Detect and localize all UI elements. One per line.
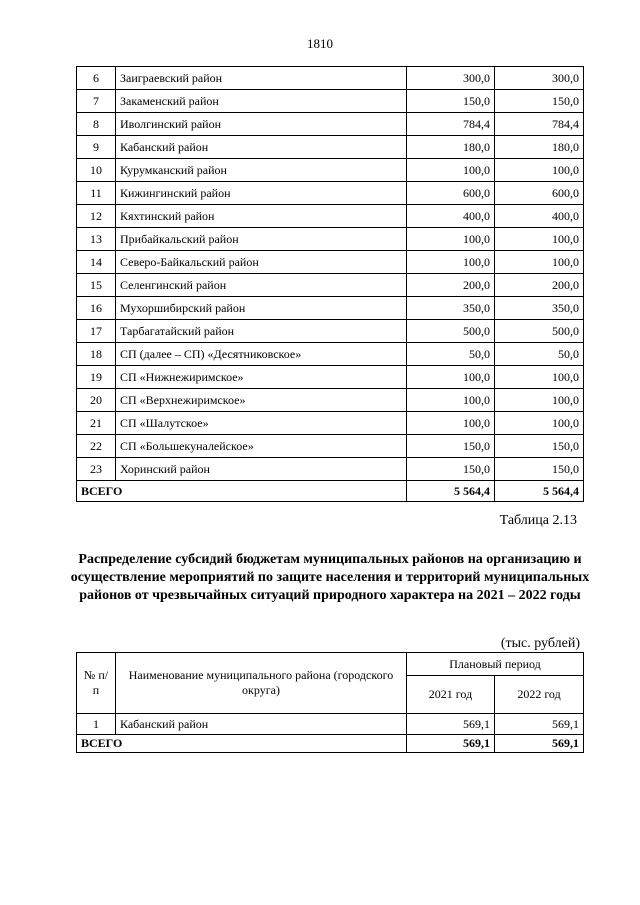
header-period: Плановый период bbox=[407, 653, 584, 676]
district-name: СП «Большекуналейское» bbox=[116, 435, 407, 458]
district-name: Хоринский район bbox=[116, 458, 407, 481]
row-number: 13 bbox=[77, 228, 116, 251]
row-number: 22 bbox=[77, 435, 116, 458]
value-2022: 150,0 bbox=[495, 90, 584, 113]
district-name: СП «Нижнежиримское» bbox=[116, 366, 407, 389]
emergency-subsidy-table bbox=[76, 652, 584, 753]
value-2021: 100,0 bbox=[407, 412, 495, 435]
row-number: 18 bbox=[77, 343, 116, 366]
district-name: Кяхтинский район bbox=[116, 205, 407, 228]
table-label: Таблица 2.13 bbox=[499, 513, 577, 528]
page-number: 1810 bbox=[307, 36, 333, 51]
value-2022: 50,0 bbox=[495, 343, 584, 366]
value-2022: 100,0 bbox=[495, 251, 584, 274]
table-row bbox=[77, 113, 584, 136]
district-name: Кижингинский район bbox=[116, 182, 407, 205]
total-2022: 569,1 bbox=[495, 735, 584, 753]
value-2021: 500,0 bbox=[407, 320, 495, 343]
table-row bbox=[77, 67, 584, 90]
district-name: Закаменский район bbox=[116, 90, 407, 113]
header-num: № п/п bbox=[77, 653, 116, 714]
value-2021: 200,0 bbox=[407, 274, 495, 297]
row-number: 6 bbox=[77, 67, 116, 90]
table-row bbox=[77, 412, 584, 435]
row-number: 16 bbox=[77, 297, 116, 320]
row-number: 12 bbox=[77, 205, 116, 228]
value-2022: 400,0 bbox=[495, 205, 584, 228]
row-number: 20 bbox=[77, 389, 116, 412]
table-row bbox=[77, 389, 584, 412]
value-2022: 100,0 bbox=[495, 228, 584, 251]
district-name: СП «Верхнежиримское» bbox=[116, 389, 407, 412]
table-row bbox=[77, 458, 584, 481]
table-body bbox=[77, 714, 584, 735]
district-name: Курумканский район bbox=[116, 159, 407, 182]
district-name: Кабанский район bbox=[116, 714, 407, 735]
total-label: ВСЕГО bbox=[77, 481, 407, 502]
value-2022: 784,4 bbox=[495, 113, 584, 136]
value-2021: 150,0 bbox=[407, 90, 495, 113]
row-number: 8 bbox=[77, 113, 116, 136]
value-2021: 569,1 bbox=[407, 714, 495, 735]
value-2022: 500,0 bbox=[495, 320, 584, 343]
district-name: СП (далее – СП) «Десятниковское» bbox=[116, 343, 407, 366]
row-number: 21 bbox=[77, 412, 116, 435]
value-2022: 100,0 bbox=[495, 412, 584, 435]
district-name: Тарбагатайский район bbox=[116, 320, 407, 343]
table-row bbox=[77, 435, 584, 458]
table-row bbox=[77, 159, 584, 182]
row-number: 15 bbox=[77, 274, 116, 297]
value-2022: 100,0 bbox=[495, 389, 584, 412]
value-2021: 180,0 bbox=[407, 136, 495, 159]
row-number: 11 bbox=[77, 182, 116, 205]
table-row bbox=[77, 90, 584, 113]
value-2021: 100,0 bbox=[407, 389, 495, 412]
value-2022: 150,0 bbox=[495, 458, 584, 481]
value-2021: 300,0 bbox=[407, 67, 495, 90]
row-number: 23 bbox=[77, 458, 116, 481]
value-2021: 100,0 bbox=[407, 251, 495, 274]
value-2022: 600,0 bbox=[495, 182, 584, 205]
district-name: Мухоршибирский район bbox=[116, 297, 407, 320]
value-2021: 350,0 bbox=[407, 297, 495, 320]
value-2021: 100,0 bbox=[407, 228, 495, 251]
value-2021: 600,0 bbox=[407, 182, 495, 205]
value-2022: 300,0 bbox=[495, 67, 584, 90]
district-name: Кабанский район bbox=[116, 136, 407, 159]
value-2022: 350,0 bbox=[495, 297, 584, 320]
district-name: Северо-Байкальский район bbox=[116, 251, 407, 274]
row-number: 14 bbox=[77, 251, 116, 274]
row-number: 9 bbox=[77, 136, 116, 159]
header-year-2021: 2021 год bbox=[407, 676, 495, 714]
value-2021: 784,4 bbox=[407, 113, 495, 136]
value-2022: 100,0 bbox=[495, 159, 584, 182]
table-body bbox=[77, 67, 584, 481]
value-2022: 180,0 bbox=[495, 136, 584, 159]
total-label: ВСЕГО bbox=[77, 735, 407, 753]
value-2021: 100,0 bbox=[407, 159, 495, 182]
total-2021: 5 564,4 bbox=[407, 481, 495, 502]
total-row bbox=[77, 735, 584, 753]
district-name: Селенгинский район bbox=[116, 274, 407, 297]
district-name: СП «Шалутское» bbox=[116, 412, 407, 435]
value-2022: 200,0 bbox=[495, 274, 584, 297]
header-year-2022: 2022 год bbox=[495, 676, 584, 714]
row-number: 17 bbox=[77, 320, 116, 343]
header-name: Наименование муниципального района (городского округа) bbox=[116, 653, 407, 714]
total-2022: 5 564,4 bbox=[495, 481, 584, 502]
table-row bbox=[77, 251, 584, 274]
district-name: Заиграевский район bbox=[116, 67, 407, 90]
subsidy-table-continuation bbox=[76, 66, 584, 502]
value-2021: 100,0 bbox=[407, 366, 495, 389]
value-2021: 150,0 bbox=[407, 458, 495, 481]
table-row bbox=[77, 182, 584, 205]
value-2022: 100,0 bbox=[495, 366, 584, 389]
value-2022: 150,0 bbox=[495, 435, 584, 458]
header-row bbox=[77, 653, 584, 676]
value-2022: 569,1 bbox=[495, 714, 584, 735]
table-row bbox=[77, 205, 584, 228]
total-row bbox=[77, 481, 584, 502]
table-row bbox=[77, 228, 584, 251]
row-number: 1 bbox=[77, 714, 116, 735]
district-name: Иволгинский район bbox=[116, 113, 407, 136]
value-2021: 150,0 bbox=[407, 435, 495, 458]
table-row bbox=[77, 297, 584, 320]
table-row bbox=[77, 714, 584, 735]
table-row bbox=[77, 343, 584, 366]
table-row bbox=[77, 366, 584, 389]
district-name: Прибайкальский район bbox=[116, 228, 407, 251]
row-number: 7 bbox=[77, 90, 116, 113]
row-number: 19 bbox=[77, 366, 116, 389]
units-label: (тыс. рублей) bbox=[500, 636, 580, 651]
table-row bbox=[77, 136, 584, 159]
value-2021: 50,0 bbox=[407, 343, 495, 366]
table-row bbox=[77, 274, 584, 297]
total-2021: 569,1 bbox=[407, 735, 495, 753]
table-row bbox=[77, 320, 584, 343]
table-title: Распределение субсидий бюджетам муниципальных районов на организацию и осуществление мероприятий по защите населения и территорий муниципальных районов от чрезвычайных ситуаций природного характера на 2021 – 2022 годы bbox=[70, 552, 590, 603]
row-number: 10 bbox=[77, 159, 116, 182]
value-2021: 400,0 bbox=[407, 205, 495, 228]
